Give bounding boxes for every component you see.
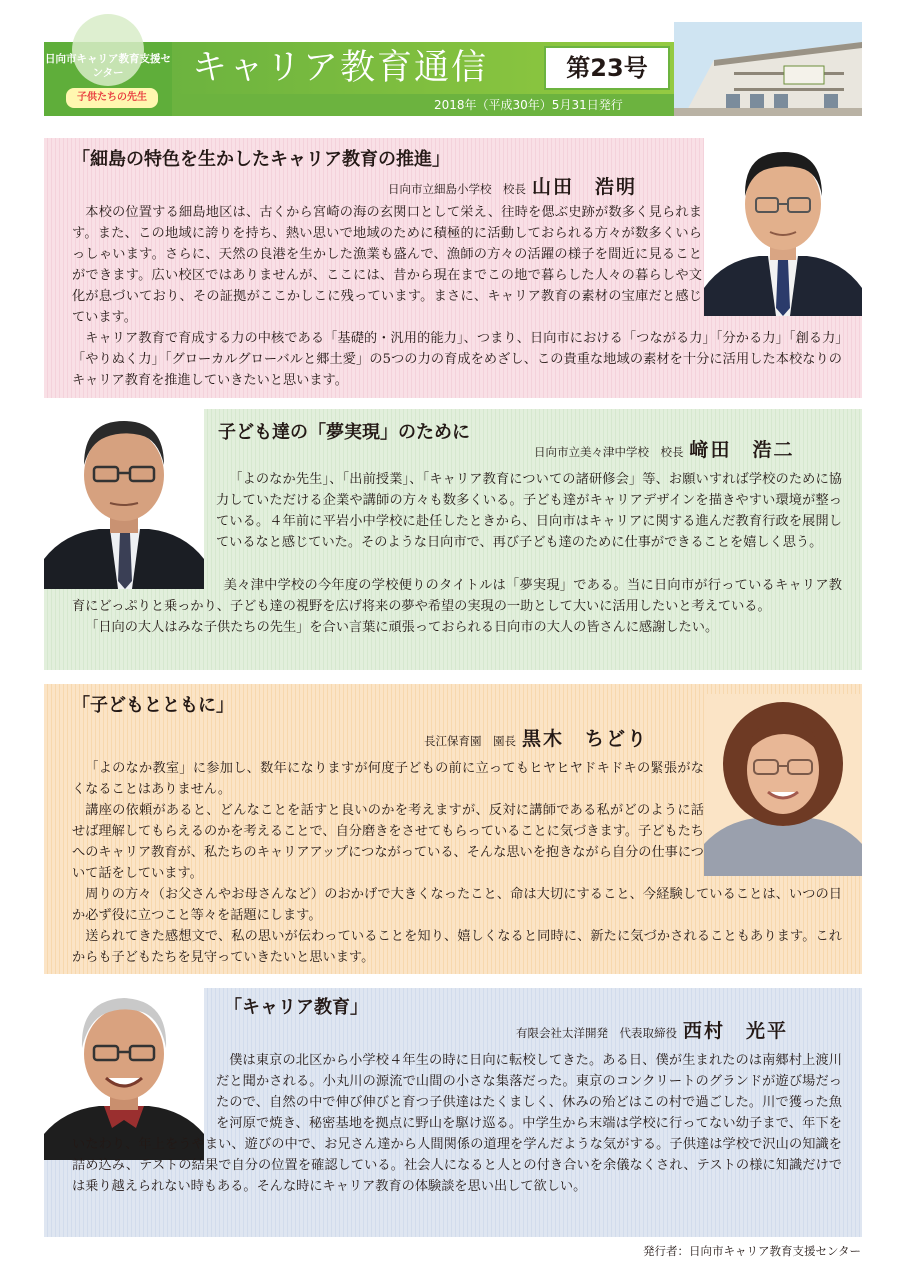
- paragraph: 送られてきた感想文で、私の思いが伝わっていることを知り、嬉しくなると同時に、新たに気づかされることもあります。これからも子どもたちを見守っていきたいと思います。: [72, 929, 842, 965]
- author-byline: [534, 437, 795, 465]
- author-affiliation: 日向市立細島小学校 校長: [388, 182, 526, 196]
- author-name: 﨑田 浩二: [689, 439, 795, 461]
- article-body-continued: [72, 575, 842, 638]
- paragraph: 「日向の大人はみな子供たちの先生」を合い言葉に頑張っておられる日向市の大人の皆さんに感謝したい。: [85, 620, 719, 635]
- photo-spacer: [72, 1050, 216, 1134]
- author-photo: [44, 409, 204, 589]
- author-photo: [704, 138, 862, 316]
- article-2: [44, 409, 862, 670]
- author-byline: [516, 1018, 788, 1046]
- publisher-credit: 発行者：日向市キャリア教育支援センター: [642, 1244, 861, 1258]
- article-body: [72, 758, 704, 884]
- author-affiliation: 長江保育園 園長: [424, 734, 516, 748]
- author-name: 黒木 ちどり: [522, 728, 649, 750]
- article-body-continued: [72, 884, 842, 968]
- article-title: 「キャリア教育」: [224, 997, 368, 1018]
- paragraph: 本校の位置する細島地区は、古くから宮崎の海の玄関口として栄え、往時を偲ぶ史跡が数多く見られます。また、この地域に誇りを持ち、熱い思いで地域のために積極的に活動しておられる方々が数多くいらっしゃいます。さらに、天然の良港を生かした漁業も盛んで、漁師の方々の活躍の様子を間近に見ることができます。広い校区ではありませんが、ここには、昔から現在までこの地で暮らした人々の暮らしや文化が息づいており、その証拠がここかしこに残っています。まさに、キャリア教育の素材の宝庫だと感じています。: [72, 205, 702, 325]
- newsletter-header: [44, 42, 862, 116]
- article-body: [72, 1050, 842, 1197]
- paragraph: 「よのなか先生」、「出前授業」、「キャリア教育についての諸研修会」等、お願いすれば学校のために協力していただける企業や講師の方々も数多くいる。子ども達がキャリアデザインを描きやすい環境が整っている。４年前に平岩小中学校に赴任したときから、日向市はキャリアに関する進んだ教育行政を展開しているなと感じていた。そのような日向市で、再び子ども達のために仕事ができることを嬉しく思う。: [216, 472, 842, 550]
- paragraph: 「よのなか教室」に参加し、数年になりますが何度子どもの前に立ってもヒヤヒヤドキドキの緊張がなくなることはありません。: [72, 761, 704, 797]
- article-3: [44, 684, 862, 974]
- center-logo: [44, 42, 172, 116]
- article-title: 「細島の特色を生かしたキャリア教育の推進」: [72, 149, 450, 170]
- paragraph: 美々津中学校の今年度の学校便りのタイトルは「夢実現」である。当に日向市が行っているキャリア教育にどっぷりと乗っかり、子ども達の視野を広げ将来の夢や希望の実現の一助として大いに活用したいと考えている。: [72, 578, 842, 614]
- author-byline: [388, 174, 637, 202]
- slogan-badge: 子供たちの先生: [66, 88, 158, 108]
- author-affiliation: 日向市立美々津中学校 校長: [534, 445, 684, 459]
- article-title: 「子どもとともに」: [72, 695, 234, 716]
- article-4: [44, 988, 862, 1237]
- article-body: [72, 202, 702, 328]
- paragraph: [72, 1050, 842, 1197]
- paragraph: キャリア教育で育成する力の中核である「基礎的・汎用的能力」、つまり、日向市における「つながる力」「分かる力」「創る力」「やりぬく力」「グローカルグローバルと郷土愛」の5つの力の育成をめざし、この貴重な地域の素材を十分に活用した本校なりのキャリア教育を推進していきたいと思います。: [72, 331, 842, 388]
- paragraph: 講座の依頼があると、どんなことを話すと良いのかを考えますが、反対に講師である私がどのように話せば理解してもらえるのかを考えることで、自分磨きをさせてもらっていることに気づきます。子どもたちへのキャリア教育が、私たちのキャリアアップにつながっている、そんな思いを抱きながら自分の仕事について話をしています。: [72, 803, 704, 881]
- author-name: 山田 浩明: [532, 176, 638, 198]
- paragraph: 周りの方々（お父さんやお母さんなど）のおかげで大きくなったこと、命は大切にすること、今経験していることは、いつの日か必ず役に立つこと等々を話題にします。: [72, 887, 842, 923]
- paragraph-text: 僕は東京の北区から小学校４年生の時に日向に転校してきた。ある日、僕が生まれたのは南郷村上渡川だと聞かされる。小丸川の源流で山間の小さな集落だった。東京のコンクリートのグランドが遊び場だったので、自然の中で伸び伸びと育つ子供達はたくましく、休みの殆どはこの村で過ごした。川で獲った魚を河原で焼き、秘密基地を拠点に野山を駆け巡る。中学生から末端は学校に行ってない幼子まで、年下をいたわり、年上をうやまい、遊びの中で、お兄さん達から人間関係の道理を学んだような気がする。子供達は学校で沢山の知識を詰め込み、テストの結果で自分の位置を確認している。社会人になると人との付き合いを余儀なくされ、テストの様に知識だけでは乗り越えられない時もある。そんな時にキャリア教育の体験談を思い出して欲しい。: [72, 1053, 842, 1194]
- article-body: [216, 469, 842, 553]
- org-name: 日向市キャリア教育支援センター: [45, 53, 171, 79]
- newsletter-title: キャリア教育通信: [192, 48, 489, 88]
- author-byline: [424, 726, 648, 754]
- article-title: 子ども達の「夢実現」のために: [218, 422, 470, 443]
- article-1: [44, 138, 862, 398]
- author-name: 西村 光平: [683, 1020, 789, 1042]
- author-affiliation: 有限会社太洋開発 代表取締役: [516, 1026, 677, 1040]
- author-photo: [704, 694, 862, 876]
- issue-date: 2018年（平成30年）5月31日発行: [434, 98, 623, 112]
- article-body-continued: [72, 328, 842, 391]
- building-photo: [674, 22, 862, 116]
- issue-number: 第23号: [544, 46, 670, 90]
